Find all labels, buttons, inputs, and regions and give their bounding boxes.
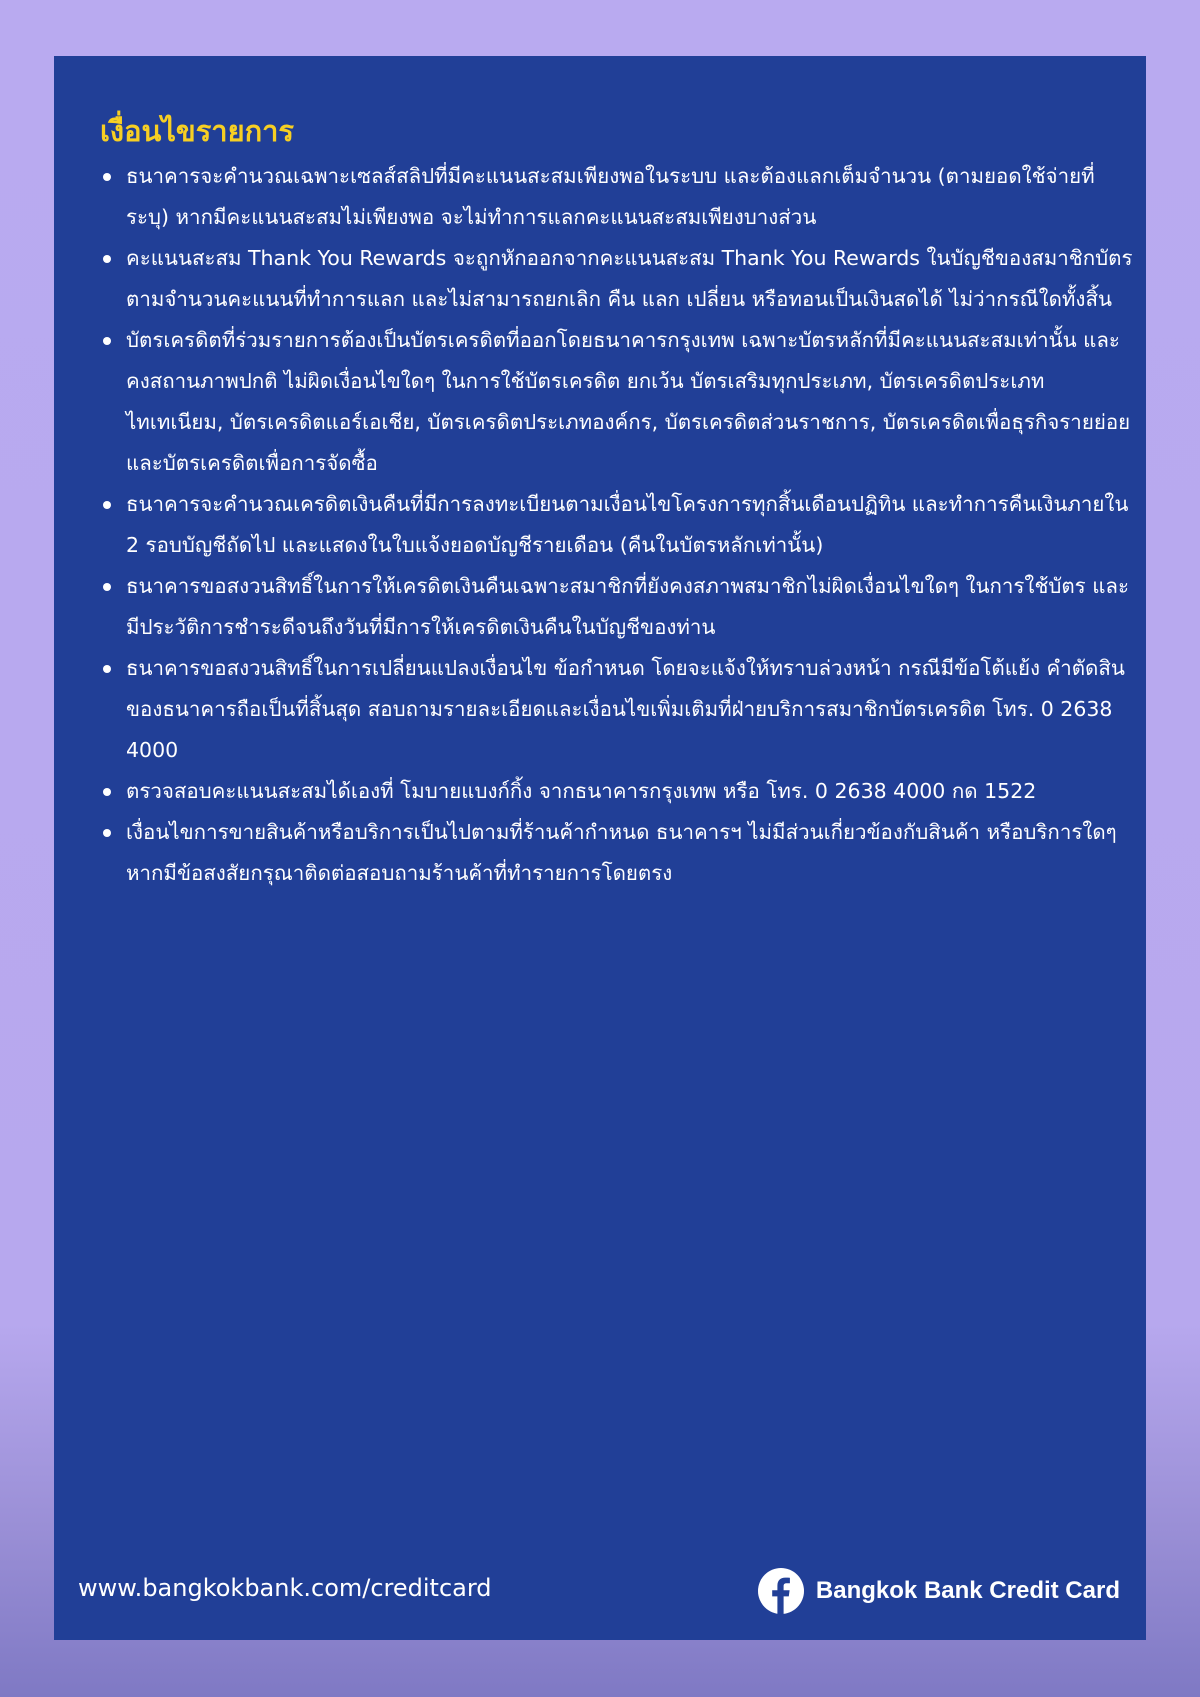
condition-item: ธนาคารขอสงวนสิทธิ์ในการให้เครดิตเงินคืนเฉพาะสมาชิกที่ยังคงสภาพสมาชิกไม่ผิดเงื่อนไขใดๆ ในการใช้บัตร และมีประวัติการชำระดีจนถึงวันที่มีการให้เครดิตเงินคืนในบัญชีของท่าน bbox=[124, 566, 1134, 648]
condition-item: ธนาคารจะคำนวณเฉพาะเซลส์สลิปที่มีคะแนนสะสมเพียงพอในระบบ และต้องแลกเต็มจำนวน (ตามยอดใช้จ่ายที่ระบุ) หากมีคะแนนสะสมไม่เพียงพอ จะไม่ทำการแลกคะแนนสะสมเพียงบางส่วน bbox=[124, 156, 1134, 238]
condition-item: เงื่อนไขการขายสินค้าหรือบริการเป็นไปตามที่ร้านค้ากำหนด ธนาคารฯ ไม่มีส่วนเกี่ยวข้องกับสินค้า หรือบริการใดๆ หากมีข้อสงสัยกรุณาติดต่อสอบถามร้านค้าที่ทำรายการโดยตรง bbox=[124, 812, 1134, 894]
condition-item: ตรวจสอบคะแนนสะสมได้เองที่ โมบายแบงก์กิ้ง จากธนาคารกรุงเทพ หรือ โทร. 0 2638 4000 กด 1522 bbox=[124, 771, 1134, 812]
facebook-icon bbox=[758, 1568, 804, 1614]
condition-item: บัตรเครดิตที่ร่วมรายการต้องเป็นบัตรเครดิตที่ออกโดยธนาคารกรุงเทพ เฉพาะบัตรหลักที่มีคะแนนสะสมเท่านั้น และคงสถานภาพปกติ ไม่ผิดเงื่อนไขใดๆ ในการใช้บัตรเครดิต ยกเว้น บัตรเสริมทุกประเภท, บัตรเครดิตประเภทไทเทเนียม, บัตรเครดิตแอร์เอเชีย, บัตรเครดิตประเภทองค์กร, บัตรเครดิตส่วนราชการ, บัตรเครดิตเพื่อธุรกิจรายย่อย และบัตรเครดิตเพื่อการจัดซื้อ bbox=[124, 320, 1134, 484]
conditions-title: เงื่อนไขรายการ bbox=[100, 114, 294, 148]
condition-item: ธนาคารจะคำนวณเครดิตเงินคืนที่มีการลงทะเบียนตามเงื่อนไขโครงการทุกสิ้นเดือนปฏิทิน และทำการคืนเงินภายใน 2 รอบบัญชีถัดไป และแสดงในใบแจ้งยอดบัญชีรายเดือน (คืนในบัตรหลักเท่านั้น) bbox=[124, 484, 1134, 566]
conditions-list bbox=[124, 156, 1134, 894]
condition-item: คะแนนสะสม Thank You Rewards จะถูกหักออกจากคะแนนสะสม Thank You Rewards ในบัญชีของสมาชิกบัตรตามจำนวนคะแนนที่ทำการแลก และไม่สามารถยกเลิก คืน แลก เปลี่ยน หรือทอนเป็นเงินสดได้ ไม่ว่ากรณีใดทั้งสิ้น bbox=[124, 238, 1134, 320]
website-link[interactable]: www.bangkokbank.com/creditcard bbox=[78, 1574, 492, 1602]
facebook-brand[interactable] bbox=[758, 1568, 1120, 1614]
brand-name: Bangkok Bank Credit Card bbox=[815, 1577, 1120, 1604]
condition-item: ธนาคารขอสงวนสิทธิ์ในการเปลี่ยนแปลงเงื่อนไข ข้อกำหนด โดยจะแจ้งให้ทราบล่วงหน้า กรณีมีข้อโต้แย้ง คำตัดสินของธนาคารถือเป็นที่สิ้นสุด สอบถามรายละเอียดและเงื่อนไขเพิ่มเติมที่ฝ่ายบริการสมาชิกบัตรเครดิต โทร. 0 2638 4000 bbox=[124, 648, 1134, 771]
content-panel bbox=[54, 56, 1146, 1640]
